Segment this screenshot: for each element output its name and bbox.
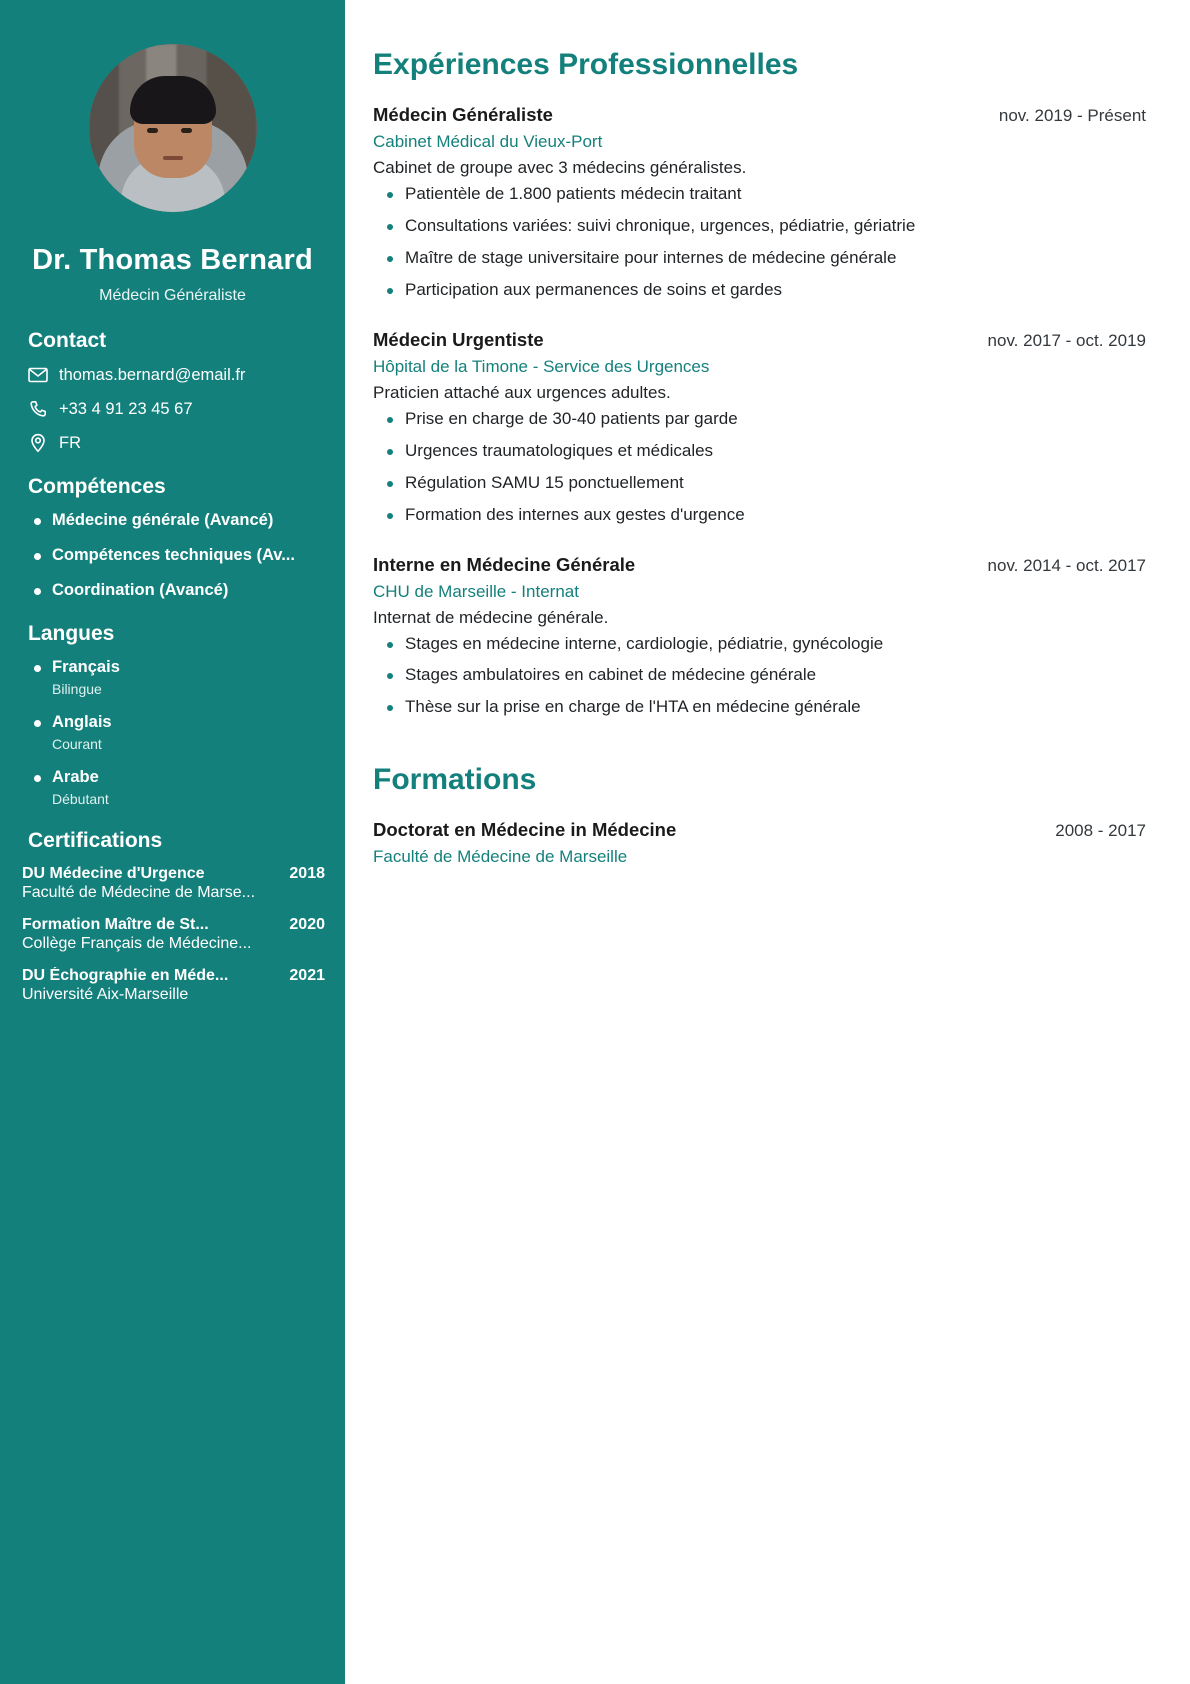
contact-email bbox=[28, 365, 325, 385]
experience-description: Cabinet de groupe avec 3 médecins généralistes. bbox=[373, 158, 747, 177]
skill-item: Médecine générale (Avancé) bbox=[32, 511, 325, 531]
experience-section-title: Expériences Professionnelles bbox=[373, 48, 799, 81]
experience-title: Médecin Urgentiste bbox=[373, 328, 544, 350]
language-name: Arabe bbox=[52, 767, 99, 786]
language-item bbox=[32, 658, 325, 697]
certifications-heading: Certifications bbox=[28, 828, 163, 852]
language-item bbox=[32, 713, 325, 752]
education-section-title: Formations bbox=[373, 763, 537, 797]
skill-item: Coordination (Avancé) bbox=[32, 581, 325, 601]
language-name: Français bbox=[52, 658, 120, 677]
experience-bullets bbox=[373, 633, 1146, 720]
certification-year: 2021 bbox=[289, 966, 325, 984]
candidate-name: Dr. Thomas Bernard bbox=[32, 244, 313, 276]
avatar-wrapper bbox=[20, 0, 325, 212]
location-icon bbox=[28, 433, 48, 453]
experience-bullet: Patientèle de 1.800 patients médecin traitant bbox=[373, 183, 1146, 206]
certification-header bbox=[22, 916, 325, 934]
skills-heading: Compétences bbox=[28, 475, 166, 498]
certification-item bbox=[22, 967, 325, 1004]
experience-entry bbox=[373, 104, 1146, 302]
experience-entry-header bbox=[373, 104, 1146, 126]
skills-list bbox=[32, 511, 325, 600]
experience-bullet: Stages en médecine interne, cardiologie, pédiatrie, gynécologie bbox=[373, 633, 1146, 656]
certification-item bbox=[22, 916, 325, 953]
sidebar bbox=[0, 0, 345, 1684]
certification-name: DU Médecine d'Urgence bbox=[22, 864, 205, 882]
experience-bullet: Prise en charge de 30-40 patients par garde bbox=[373, 408, 1146, 431]
experience-entry bbox=[373, 329, 1146, 527]
certifications-list bbox=[20, 865, 325, 1004]
languages-heading: Langues bbox=[28, 622, 115, 646]
experience-bullet: Maître de stage universitaire pour internes de médecine générale bbox=[373, 247, 1146, 270]
experience-description: Praticien attaché aux urgences adultes. bbox=[373, 382, 671, 402]
experience-bullet: Consultations variées: suivi chronique, urgences, pédiatrie, gériatrie bbox=[373, 215, 1146, 238]
certification-issuer: Faculté de Médecine de Marse... bbox=[22, 883, 256, 901]
experience-organisation: Cabinet Médical du Vieux-Port bbox=[373, 132, 603, 151]
certification-issuer: Université Aix-Marseille bbox=[22, 985, 189, 1003]
education-entry bbox=[373, 819, 1146, 867]
contact-phone-value: +33 4 91 23 45 67 bbox=[59, 399, 193, 418]
experience-entry-header bbox=[373, 554, 1146, 576]
photo-hair bbox=[130, 76, 216, 124]
contact-location-value: FR bbox=[59, 433, 81, 452]
certification-year: 2018 bbox=[289, 864, 325, 882]
language-level: Débutant bbox=[52, 790, 109, 807]
experience-bullet: Formation des internes aux gestes d'urgence bbox=[373, 504, 1146, 527]
language-item bbox=[32, 768, 325, 807]
experience-bullet: Régulation SAMU 15 ponctuellement bbox=[373, 472, 1146, 495]
candidate-job-title: Médecin Généraliste bbox=[99, 287, 246, 304]
certification-header bbox=[22, 967, 325, 985]
certification-header bbox=[22, 865, 325, 883]
phone-icon bbox=[28, 399, 48, 419]
education-title: Doctorat en Médecine in Médecine bbox=[373, 819, 677, 841]
certification-item bbox=[22, 865, 325, 902]
certification-issuer: Collège Français de Médecine... bbox=[22, 934, 252, 952]
experience-bullet: Urgences traumatologiques et médicales bbox=[373, 440, 1146, 463]
experience-bullet: Participation aux permanences de soins et gardes bbox=[373, 279, 1146, 302]
education-date: 2008 - 2017 bbox=[1055, 821, 1146, 841]
experience-organisation: CHU de Marseille - Internat bbox=[373, 581, 579, 601]
language-level: Courant bbox=[52, 735, 102, 752]
certification-name: DU Échographie en Méde... bbox=[22, 966, 229, 984]
experience-title: Interne en Médecine Générale bbox=[373, 553, 636, 575]
language-level: Bilingue bbox=[52, 681, 102, 698]
experience-date: nov. 2014 - oct. 2017 bbox=[987, 555, 1146, 575]
skill-item: Compétences techniques (Av... bbox=[32, 546, 325, 566]
experience-date: nov. 2019 - Présent bbox=[998, 106, 1146, 125]
main-content bbox=[345, 0, 1190, 1684]
avatar bbox=[89, 44, 257, 212]
experience-title: Médecin Généraliste bbox=[373, 104, 553, 125]
certification-year: 2020 bbox=[289, 915, 325, 933]
experience-description: Internat de médecine générale. bbox=[373, 607, 609, 627]
contact-location bbox=[28, 433, 325, 453]
photo-eye-right bbox=[181, 128, 192, 133]
certification-name: Formation Maître de St... bbox=[22, 915, 209, 933]
education-institution: Faculté de Médecine de Marseille bbox=[373, 847, 628, 867]
email-icon bbox=[28, 365, 48, 385]
education-entry-header bbox=[373, 819, 1146, 841]
contact-email-value: thomas.bernard@email.fr bbox=[59, 365, 246, 384]
photo-eye-left bbox=[147, 128, 158, 133]
language-name: Anglais bbox=[52, 713, 112, 732]
experience-date: nov. 2017 - oct. 2019 bbox=[987, 330, 1146, 350]
experience-bullets bbox=[373, 408, 1146, 527]
experience-bullets bbox=[373, 183, 1146, 302]
experience-organisation: Hôpital de la Timone - Service des Urgences bbox=[373, 356, 710, 376]
languages-list bbox=[20, 658, 325, 806]
photo-mouth bbox=[163, 156, 183, 160]
experience-bullet: Thèse sur la prise en charge de l'HTA en médecine générale bbox=[373, 696, 1146, 719]
experience-entry bbox=[373, 554, 1146, 720]
experience-bullet: Stages ambulatoires en cabinet de médecine générale bbox=[373, 664, 1146, 687]
experience-entry-header bbox=[373, 329, 1146, 351]
contact-heading: Contact bbox=[28, 329, 107, 352]
contact-phone bbox=[28, 399, 325, 419]
